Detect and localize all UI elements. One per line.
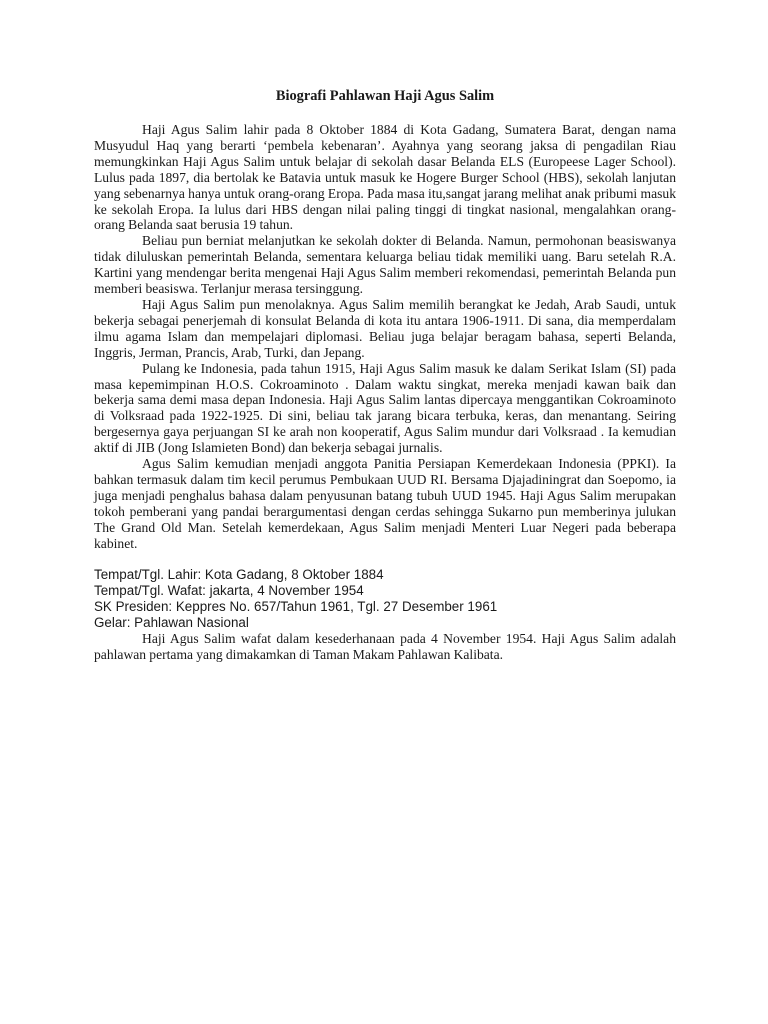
section-spacer — [94, 551, 676, 567]
paragraph-jeddah: Haji Agus Salim pun menolaknya. Agus Salim memilih berangkat ke Jedah, Arab Saudi, untuk bekerja sebagai penerjemah di konsulat Belanda di kota itu antara 1906-1911. Di sana, dia memperdalam ilmu agama Islam dan mempelajari diplomasi. Beliau juga belajar beragam bahasa, seperti Belanda, Inggris, Jerman, Prancis, Arab, Turki, dan Jepang. — [94, 296, 676, 360]
info-decree: SK Presiden: Keppres No. 657/Tahun 1961, Tgl. 27 Desember 1961 — [94, 599, 498, 615]
info-title: Gelar: Pahlawan Nasional — [94, 615, 249, 631]
document-title: Biografi Pahlawan Haji Agus Salim — [275, 88, 495, 104]
paragraph-early-life: Haji Agus Salim lahir pada 8 Oktober 1884 di Kota Gadang, Sumatera Barat, dengan nama Musyudul Haq yang berarti ‘pembela kebenaran’. Ayahnya yang seorang jaksa di pengadilan Riau memungkinkan Haji Agus Salim untuk belajar di sekolah dasar Belanda ELS (Europeese Lager School). Lulus pada 1897, dia bertolak ke Batavia untuk masuk ke Hogere Burger School (HBS), sekolah lanjutan yang sebenarnya hanya untuk orang-orang Eropa. Pada masa itu,sangat jarang melihat anak pribumi masuk ke sekolah Eropa. Ia lulus dari HBS dengan nilai paling tinggi di tingkat nasional, mengalahkan orang-orang Belanda saat berusia 19 tahun. — [94, 122, 676, 233]
paragraph-closing: Haji Agus Salim wafat dalam kesederhanaan pada 4 November 1954. Haji Agus Salim adalah pahlawan pertama yang dimakamkan di Taman Makam Pahlawan Kalibata. — [94, 631, 676, 662]
paragraph-ppki: Agus Salim kemudian menjadi anggota Panitia Persiapan Kemerdekaan Indonesia (PPKI). Ia bahkan termasuk dalam tim kecil perumus Pembukaan UUD RI. Bersama Djajadiningrat dan Soepomo, ia juga menjadi penghalus bahasa dalam penyusunan batang tubuh UUD 1945. Haji Agus Salim merupakan tokoh pemberani yang pandai berargumentasi dengan cerdas sehingga Sukarno pun memberinya julukan The Grand Old Man. Setelah kemerdekaan, Agus Salim menjadi Menteri Luar Negeri pada beberapa kabinet. — [94, 456, 676, 551]
info-death: Tempat/Tgl. Wafat: jakarta, 4 November 1954 — [94, 583, 364, 599]
paragraph-sarekat-islam: Pulang ke Indonesia, pada tahun 1915, Haji Agus Salim masuk ke dalam Serikat Islam (SI) pada masa kepemimpinan H.O.S. Cokroaminoto . Dalam waktu singkat, mereka menjadi kawan baik dan bekerja sama demi masa depan Indonesia. Haji Agus Salim lantas dipercaya menggantikan Cokroaminoto di Volksraad pada 1922-1925. Di sini, beliau tak jarang bicara terbuka, keras, dan menantang. Seiring bergesernya gaya perjuangan SI ke arah non kooperatif, Agus Salim mundur dari Volksraad . Ia kemudian aktif di JIB (Jong Islamieten Bond) dan bekerja sebagai jurnalis. — [94, 360, 676, 456]
paragraph-scholarship: Beliau pun berniat melanjutkan ke sekolah dokter di Belanda. Namun, permohonan beasiswanya tidak diluluskan pemerintah Belanda, sementara keluarga beliau tidak memiliki uang. Baru setelah R.A. Kartini yang mendengar berita mengenai Haji Agus Salim memberi rekomendasi, pemerintah Belanda pun memberi beasiswa. Terlanjur merasa tersinggung. — [94, 233, 676, 297]
info-birth: Tempat/Tgl. Lahir: Kota Gadang, 8 Oktober 1884 — [94, 567, 384, 583]
